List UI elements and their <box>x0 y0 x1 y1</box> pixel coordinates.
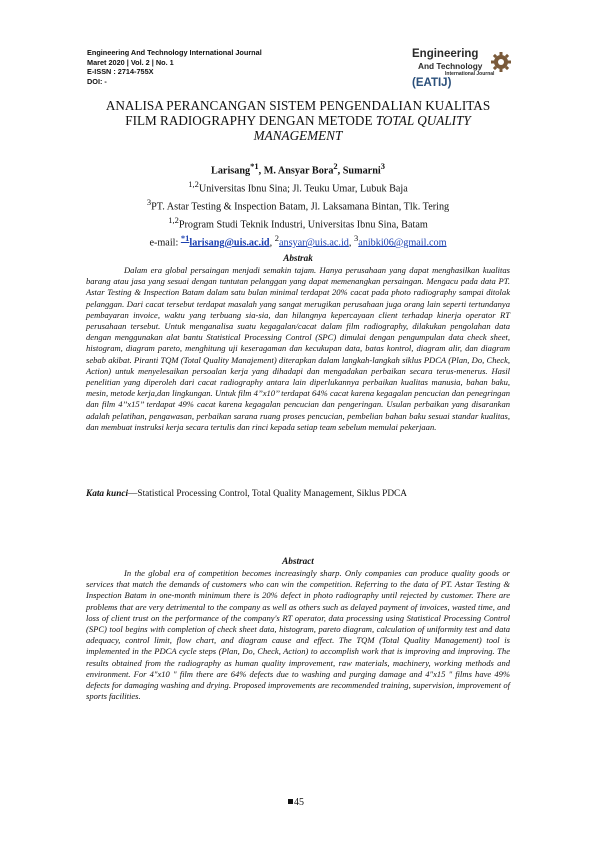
journal-issn: E-ISSN : 2714-755X <box>87 67 154 77</box>
email-line: e-mail: $^{*1}$larisang@uis.ac.id, $^2$ansyar@uis.ac.id, $^3$anibki06@gmail.com <box>149 232 447 249</box>
keywords-text: Statistical Processing Control, Total Quality Management, Siklus PDCA <box>137 489 407 499</box>
affiliation-3 <box>80 214 516 232</box>
title-line-2 <box>80 113 516 128</box>
email-2-sup: 2 <box>274 232 279 243</box>
page-number: 45 <box>294 797 304 808</box>
email-2-link[interactable]: ansyar@uis.ac.id <box>278 237 349 249</box>
abstract-heading: Abstract <box>282 556 314 566</box>
affiliation-2-sup: 3 <box>146 196 152 207</box>
keywords-label: Kata kunci <box>86 489 129 499</box>
paper-title <box>80 98 516 143</box>
affiliation-3-text: Program Studi Teknik Industri, Universitas Ibnu Sina, Batam <box>178 219 428 231</box>
author-3: Sumarni <box>342 165 381 177</box>
affiliation-1-text: Universitas Ibnu Sina; Jl. Teuku Umar, Lubuk Baja <box>198 183 408 195</box>
author-2: M. Ansyar Bora <box>263 165 334 177</box>
journal-header <box>87 48 262 86</box>
author-names: Larisang$^{*1}$, M. Ansyar Bora$^2$, Sumarni$^3$ <box>211 161 385 177</box>
author-2-sup: 2 <box>333 161 338 171</box>
logo-line-3: International Journal <box>445 71 495 77</box>
author-1: Larisang <box>211 165 251 177</box>
affiliation-1-sup: 1,2 <box>188 178 199 189</box>
title-line-2-italic: TOTAL QUALITY <box>375 113 471 128</box>
gear-icon <box>490 51 512 73</box>
journal-logo <box>412 48 512 92</box>
journal-name: Engineering And Technology International Journal <box>87 48 262 57</box>
square-bullet-icon <box>288 799 293 804</box>
abstrak-heading: Abstrak <box>283 253 313 263</box>
logo-abbr: (EATIJ) <box>412 77 452 89</box>
email-3-sup: 3 <box>353 232 359 243</box>
email-label: e-mail: <box>149 237 181 249</box>
logo-line-2: And Technology <box>418 61 483 71</box>
title-line-3-italic: MANAGEMENT <box>253 128 343 143</box>
abstract-body: In the global era of competition becomes increasingly sharp. Only companies can produce quality goods or services that match the demands of customers who can win the competition. Referring to the data of PT. Astar Testing & Inspection Batam in one-month minimum there is 20% defect in photo radiography until rejected by customer. There are problems that are very detrimental to the company as well as others such as delayed payment of invoices, wasted time, and loss of client trust on the performance of the company's RT operator, data processing using Statistical Processing Control (SPC) tool begins with completion of check sheet data, histogram, pareto diagram, calculation of uniformity test and data adequacy, control limit, flow chart, and diagram cause and effect. The TQM (Total Quality Management) tool is implemented in the PDCA cycle steps (Plan, Do, Check, Action) to accomplish work that is improving and improving. The results obtained from the radiography as human quality improvement, raw materials, machinery, working methods and environment. For 4"x10 " film there are 64% defects due to washing and purging damage and 4"x15 " films have 49% defects for damaging washing and drying. Proposed improvements are recommended training, supervision, improvement of sports facilities. <box>86 568 510 702</box>
email-1-link[interactable]: larisang@uis.ac.id <box>189 237 270 249</box>
logo-line-1: Engineering <box>412 48 479 60</box>
author-1-sup: *1 <box>250 161 259 171</box>
journal-issue: Maret 2020 | Vol. 2 | No. 1 <box>87 57 174 67</box>
journal-doi: DOI: - <box>87 76 107 86</box>
affiliation-2-text: PT. Astar Testing & Inspection Batam, Jl. Laksamana Bintan, Tlk. Tering <box>151 201 450 213</box>
abstrak-body: Dalam era global persaingan menjadi semakin tajam. Hanya perusahaan yang dapat menghasilkan kualitas barang atau jasa yang sesuai dengan tuntutan pelanggan yang dapat memenangkan persaingan. Mengacu pada data PT. Astar Testing & Inspection Batam dalam satu bulan minimal terdapat 20% cacat pada photo radiography sampai ditolak pelanggan. Dari cacat tersebut terdapat masalah yang sangat merugikan perusahaan juga orang lain seperti tertundanya pembayaran invoice, waktu yang terbuang sia-sia, dan hilangnya kepercayaan client terhadap kinerja operator RT perusahaan tersebut. Untuk menganalisa suatu kegagalan/cacat dalam film radiography, dilakukan pengolahan data dengan menggunakan alat bantu Statistical Processing Control (SPC) dimulai dengan pengumpulan data check sheet, histogram, diagram pareto, menghitung uji keseragaman dan kecukupan data, batas kontrol, diagram alir, dan diagram sebab akibat. Piranti TQM (Total Quality Manajement) diterapkan dalam langkah-langkah siklus PDCA (Plan, Do, Check, Action) untuk menyelesaikan persoalan kerja yang dihadapi dan mengadakan perbaikan secara terus-menerus. Hasil penelitian yang diperoleh dari cacat radiography antara lain diperlukannya perbaikan kualitas manusia, bahan baku, mesin, metode kerja,dan lingkungan. Untuk film 4’’x10’’ terdapat 64% cacat karena kegagalan pencucian dan penegringan dan film 4’’x15’’ terdapat 49% cacat karena kegagalan pencucian dan pengeringan. Usulan perbaikan yang disarankan adalah pelatihan, pengawasan, perbaikan sarana ruang proses pencucian, pembelian bahan baku sesuai standar kualitas, dan membuat instruksi kerja secara tertulis dan rinci kepada setiap team sebelum memulai pekerjaan. <box>86 265 510 432</box>
author-block <box>80 160 516 250</box>
title-line-2-regular: FILM RADIOGRAPHY DENGAN METODE <box>125 113 373 128</box>
keywords-line <box>86 489 510 499</box>
affiliation-1 <box>80 178 516 196</box>
email-3-link[interactable]: anibki06@gmail.com <box>358 237 447 249</box>
email-1-sup: *1 <box>180 232 190 243</box>
page-footer <box>288 797 304 808</box>
author-3-sup: 3 <box>380 161 385 171</box>
affiliation-3-sup: 1,2 <box>168 214 179 225</box>
keywords-dash: — <box>128 489 138 499</box>
title-line-3 <box>80 128 516 143</box>
affiliation-2 <box>80 196 516 214</box>
title-line-1: ANALISA PERANCANGAN SISTEM PENGENDALIAN KUALITAS <box>105 98 491 113</box>
